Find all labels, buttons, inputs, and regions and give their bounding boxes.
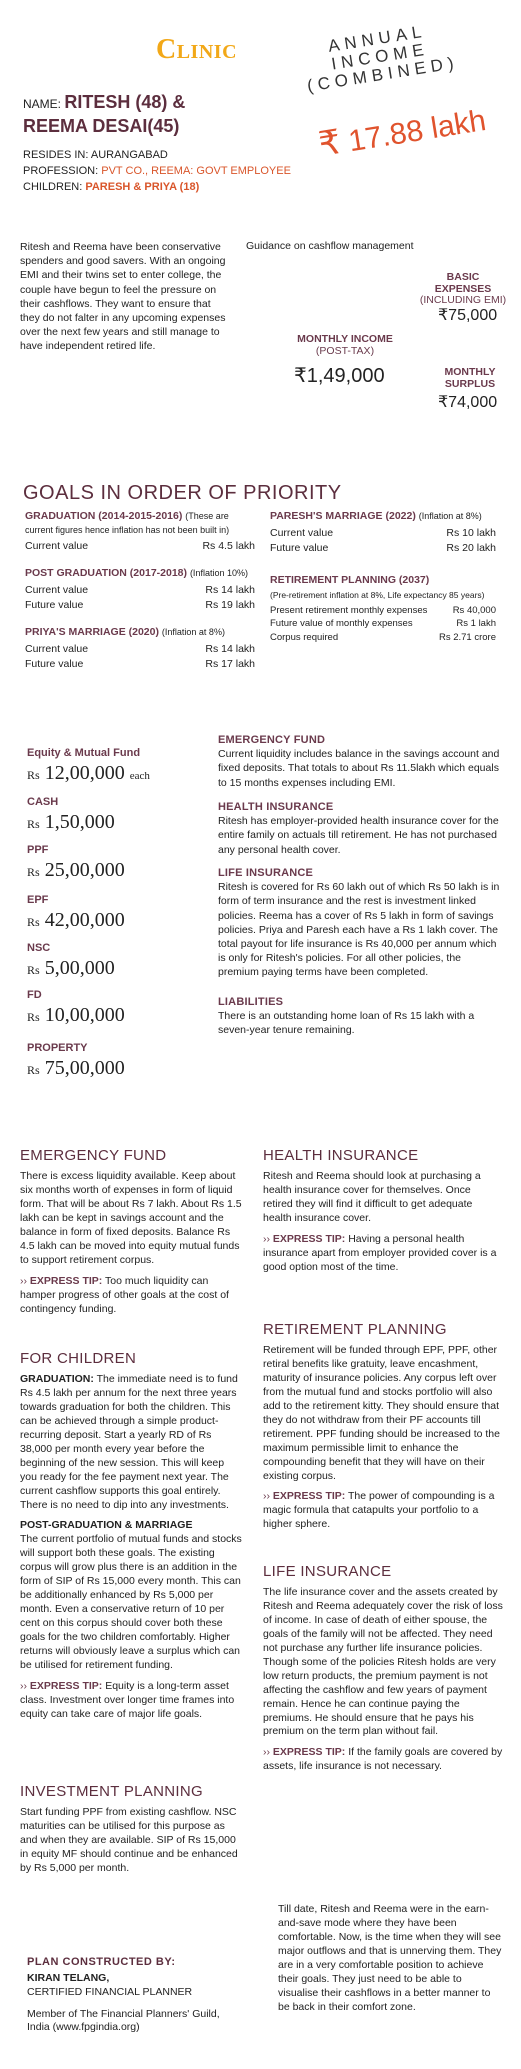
profile-name: NAME: RITESH (48) & REEMA DESAI(45) bbox=[23, 92, 186, 137]
intro-text: Ritesh and Reema have been conservative spenders and good savers. With an ongoing EMI and their twins set to enter college, the couple have begun to feel the pressure on their cashflows. They want to ensure that they do not falter in any upcoming expenses over the next few years and still manage to have independent retired life. bbox=[20, 241, 226, 353]
asset-ppf: PPF Rs 25,00,000 bbox=[27, 844, 125, 882]
asset-epf: EPF Rs 42,00,000 bbox=[27, 894, 125, 932]
goals-title: GOALS IN ORDER OF PRIORITY bbox=[23, 482, 342, 504]
goal-retirement: RETIREMENT PLANNING (2037) (Pre-retirement inflation at 8%, Life expectancy 85 years) Present retirement monthly expenses Rs 40,000 Future value of monthly expenses Rs 1 lakh Corpus required Rs 2.71 crore bbox=[270, 574, 496, 644]
advice-retirement: RETIREMENT PLANNING Retirement will be funded through EPF, PPF, other retiral benefits like gratuity, leave encashment, maturity of insurance policies. Any corpus left over from the mutual fund and stocks portfolio will also add to the retirement kitty. They should ensure that they do not withdraw from their PF accounts till retirement. PPF funding should be increased to the maximum permissible limit to enhance the compounding benefit that they will have on their existing corpus. ›› EXPRESS TIP: The power of compounding is a magic formula that catapults your portfolio to a higher sphere. bbox=[263, 1321, 500, 1531]
basic-expenses-label: BASIC EXPENSES (INCLUDING EMI) bbox=[419, 271, 507, 307]
asset-nsc: NSC Rs 5,00,000 bbox=[27, 942, 115, 980]
profession: PROFESSION: PVT CO., REEMA: GOVT EMPLOYEE bbox=[23, 165, 291, 177]
detail-emergency: EMERGENCY FUND Current liquidity includes balance in the savings account and fixed deposits. That totals to about Rs 11.5lakh which equals to 15 months expenses including EMI. bbox=[218, 734, 500, 789]
monthly-income-label: MONTHLY INCOME (POST-TAX) bbox=[297, 333, 393, 357]
advice-health: HEALTH INSURANCE Ritesh and Reema should look at purchasing a health insurance cover for themselves. Once retired they will find it difficult to get adequate health insurance cover. ›› EXPRESS TIP: Having a personal health insurance apart from employer provided cover is a good option most of the time. bbox=[263, 1147, 497, 1273]
goal-post-graduation: POST GRADUATION (2017-2018) (Inflation 10%) Current value Rs 14 lakh Future value Rs 19 lakh bbox=[25, 567, 255, 611]
goal-paresh-marriage: PARESH'S MARRIAGE (2022) (Inflation at 8%) Current value Rs 10 lakh Future value Rs 20 lakh bbox=[270, 510, 496, 554]
income-amount: 17.88 lakh bbox=[346, 104, 489, 159]
advice-emergency: EMERGENCY FUND There is excess liquidity available. Keep about six months worth of expenses in form of liquid form. That will be about Rs 7 lakh. About Rs 1.5 lakh can be kept in savings account and the balance in form of fixed deposits. Balance Rs 4.5 lakh can be moved into equity mutual funds to support retirement corpus. ›› EXPRESS TIP: Too much liquidity can hamper progress of other goals at the cost of contingency funding. bbox=[20, 1147, 242, 1315]
cashflow-guidance: Guidance on cashflow management bbox=[246, 240, 414, 252]
monthly-income-value: ₹1,49,000 bbox=[294, 365, 385, 387]
detail-liabilities: LIABILITIES There is an outstanding home loan of Rs 15 lakh with a seven-year tenure remaining. bbox=[218, 996, 475, 1037]
monthly-surplus-label: MONTHLY SURPLUS bbox=[444, 366, 496, 390]
resides: RESIDES IN: AURANGABAD bbox=[23, 149, 168, 161]
advice-children: FOR CHILDREN GRADUATION: The immediate need is to fund Rs 4.5 lakh per annum for the next three years towards graduation for both the children. This can be achieved through a simple product-recurring deposit. Start a yearly RD of Rs 38,000 per month every year before the beginning of the new session. This will keep you ready for the fee payment next year. The current cashflow supports this goal entirely. There is no need to dip into any investments. POST-GRADUATION & MARRIAGE The current portfolio of mutual funds and stocks will support both these goals. The existing corpus will grow plus there is an addition in the form of SIP of Rs 15,000 every month. This can be additionally enhanced by Rs 5,000 per month. Even a conservative return of 10 per cent on this corpus should cover both these goals for the two children comfortably. Higher returns will obviously leave a surplus which can be utilised for retirement funding. ›› EXPRESS TIP: Equity is a long-term asset class. Investment over longer time frames into equity can take care of major life goals. bbox=[20, 1350, 242, 1720]
asset-cash: CASH Rs 1,50,000 bbox=[27, 796, 115, 834]
goal-graduation: GRADUATION (2014-2015-2016) (These are current figures hence inflation has not been built in) Current value Rs 4.5 lakh bbox=[25, 510, 255, 553]
children: CHILDREN: PARESH & PRIYA (18) bbox=[23, 181, 200, 193]
detail-life: LIFE INSURANCE Ritesh is covered for Rs 60 lakh out of which Rs 50 lakh is in form of term insurance and the rest is investment linked policies. Reema has a cover of Rs 5 lakh in form of savings policies. Priya and Paresh each have a Rs 1 lakh cover. The total payout for life insurance is Rs 40,000 per annum which is only for Ritesh's policies. For all other policies, the premium paying terms have been completed. bbox=[218, 867, 500, 979]
asset-fd: FD Rs 10,00,000 bbox=[27, 989, 125, 1027]
rupee-symbol: ₹ bbox=[316, 123, 344, 164]
annual-income-label: ANNUAL INCOME (COMBINED) bbox=[305, 21, 460, 96]
basic-expenses-value: ₹75,000 bbox=[438, 307, 498, 324]
advice-life: LIFE INSURANCE The life insurance cover and the assets created by Ritesh and Reema adequately cover the risk of loss of income. In case of death of either spouse, the goals of the family will not be affected. They need not purchase any further life insurance policies. Though some of the policies Ritesh holds are very low return products, the premium payment is not affecting the cashflow and few years of payment remain. Hence he can continue paying the premiums. He should ensure that he pays his premium on the term plan without fail. ›› EXPRESS TIP: If the family goals are covered by assets, life insurance is not necessary. bbox=[263, 1563, 503, 1773]
asset-equity: Equity & Mutual Fund Rs 12,00,000 each bbox=[27, 747, 150, 785]
closing-note: Till date, Ritesh and Reema were in the earn-and-save mode where they have been comfortable. Now, is the time when they will see major outflows and that is unnerving them. They are in a very comfortable position to achieve their goals. They just need to be able to visualise their cashflows in a better manner to be back in their comfort zone. bbox=[278, 1903, 502, 2013]
brand-title: Clinic bbox=[156, 34, 238, 65]
plan-constructed-by: PLAN CONSTRUCTED BY: KIRAN TELANG, CERTIFIED FINANCIAL PLANNER Member of The Financial Planners' Guild, India (www.fpgindia.org) bbox=[27, 1956, 220, 2034]
detail-health: HEALTH INSURANCE Ritesh has employer-provided health insurance cover for the entire family on actuals till retirement. He has not purchased any personal health cover. bbox=[218, 801, 499, 856]
advice-investment: INVESTMENT PLANNING Start funding PPF from existing cashflow. NSC maturities can be utilised for this purpose as and when they are available. SIP of Rs 15,000 in equity MF should continue and be enhanced by Rs 5,000 per month. bbox=[20, 1783, 238, 1874]
asset-property: PROPERTY Rs 75,00,000 bbox=[27, 1042, 125, 1080]
annual-income-value bbox=[316, 97, 489, 167]
goal-priya-marriage: PRIYA'S MARRIAGE (2020) (Inflation at 8%) Current value Rs 14 lakh Future value Rs 17 lakh bbox=[25, 626, 255, 670]
monthly-surplus-value: ₹74,000 bbox=[438, 394, 498, 411]
